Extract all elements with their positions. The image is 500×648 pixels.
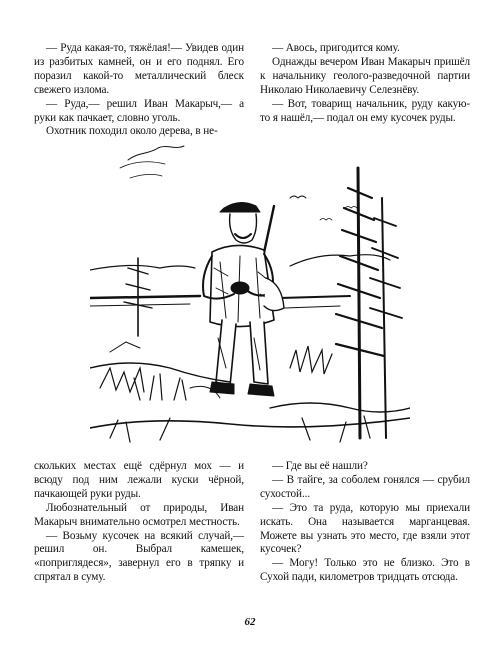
paragraph: скольких местах ещё сдёрнул мох — и всюду под ним лежали куски чёрной, пачкающей руки руды. bbox=[34, 460, 244, 500]
hunter-figure bbox=[203, 202, 284, 396]
cloud-sketch bbox=[128, 146, 184, 160]
text-column-bottom-left bbox=[34, 460, 244, 585]
text-column-top-left bbox=[34, 42, 244, 139]
page-number: 62 bbox=[244, 616, 256, 628]
paragraph: — Руда какая-то, тяжёлая!— Увидев один из разбитых камней, он и его поднял. Его поразил какой-то металлический блеск свежего излома. bbox=[34, 42, 244, 96]
text-column-top-right bbox=[260, 42, 470, 125]
paragraph: — Вот, товарищ начальник, руду какую-то я нашёл,— подал он ему кусочек руды. bbox=[260, 97, 470, 124]
paragraph: — Где вы её нашли? bbox=[272, 460, 368, 472]
paragraph: — Это та руда, которую мы приехали искать. Она называется марганцевая. Можете вы узнать это место, где взяли этот кусочек? bbox=[260, 501, 470, 556]
ore-stone-sketch bbox=[231, 282, 249, 294]
paragraph: — Возьму кусочек на всякий случай,— решил он. Выбрал камешек, «поприглядеся», завернул его в тряпку и спрятал в суму. bbox=[34, 529, 244, 584]
bird-sketch bbox=[290, 196, 306, 198]
paragraph: Любознательный от природы, Иван Макарыч внимательно осмотрел местность. bbox=[34, 501, 244, 528]
pine-tree-sketch bbox=[358, 168, 360, 438]
hunter-illustration bbox=[90, 138, 410, 450]
paragraph: — Авось, пригодится кому. bbox=[272, 42, 400, 54]
paragraph: — В тайге, за соболем гонялся — срубил сухостой... bbox=[260, 473, 470, 500]
text-column-bottom-right bbox=[260, 460, 470, 585]
paragraph: — Могу! Только это не близко. Это в Сухой пади, километров тридцать отсюда. bbox=[260, 557, 470, 584]
paragraph: Охотник походил около дерева, в не- bbox=[46, 125, 218, 138]
paragraph: — Руда,— решил Иван Макарыч,— а руки как пачкает, словно уголь. bbox=[34, 97, 244, 124]
paragraph: Однажды вечером Иван Макарыч пришёл к начальнику геолого-разведочной партии Николаю Николаевичу Селезнёву. bbox=[260, 55, 470, 96]
